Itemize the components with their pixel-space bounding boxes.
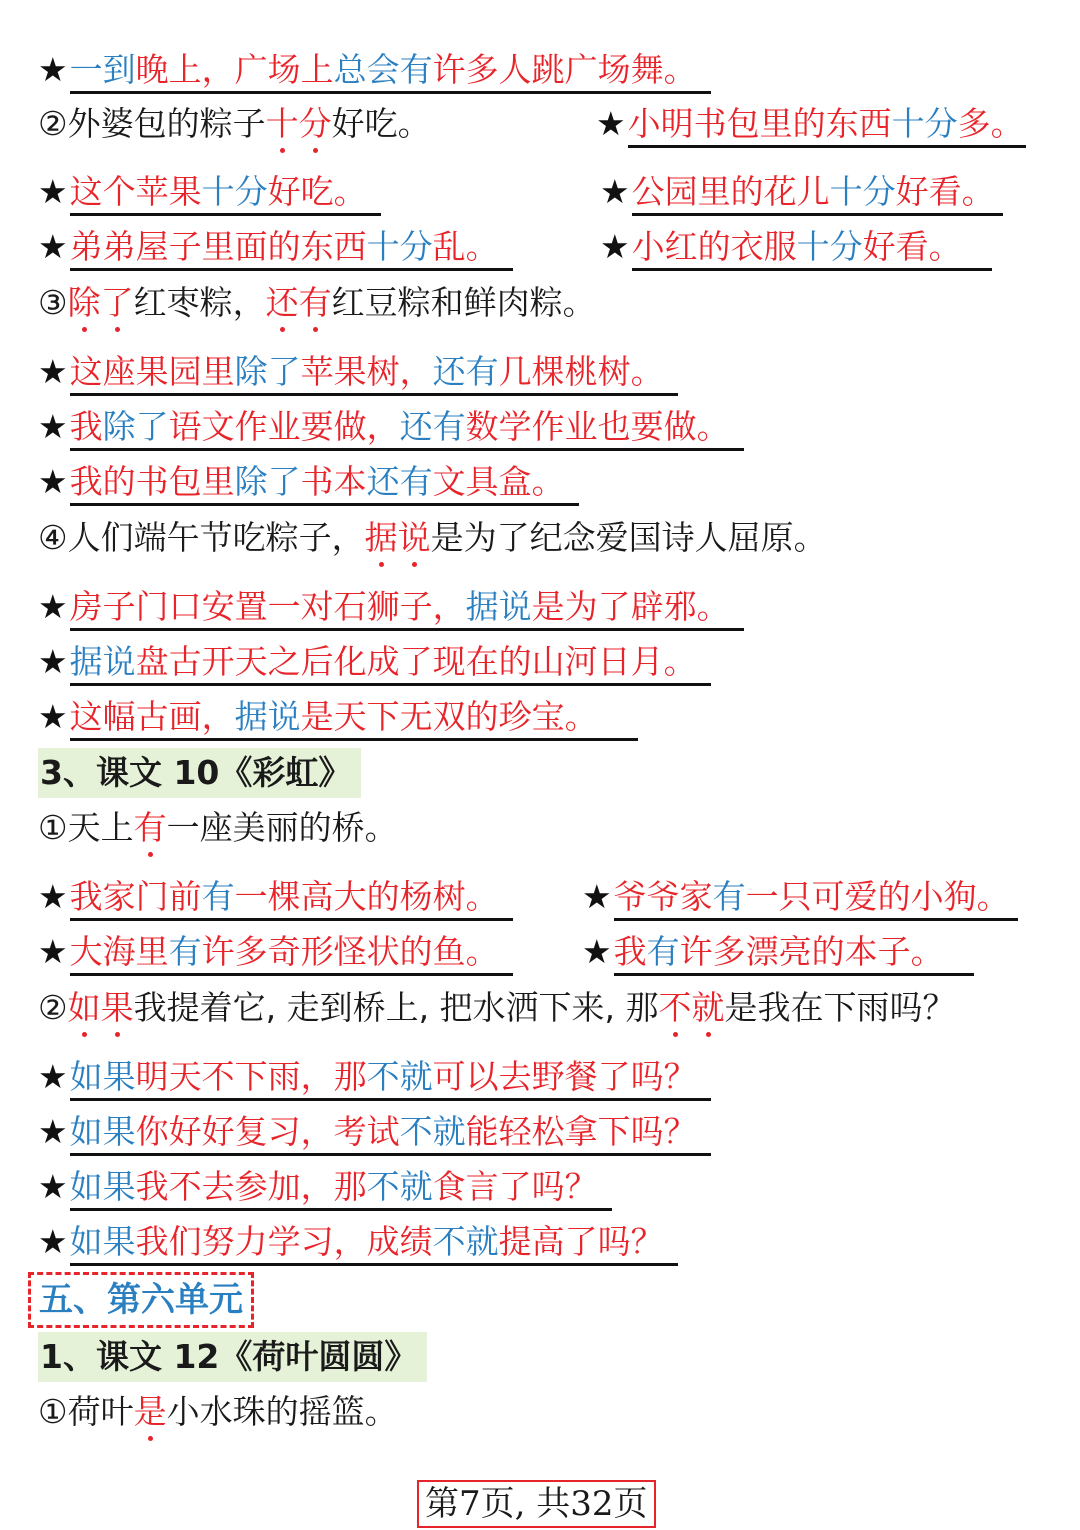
keyword: 据 <box>364 518 398 557</box>
keyword-segment: 如果 <box>69 1167 136 1206</box>
sentence-segment: 食言了吗？ <box>432 1167 598 1206</box>
sentence-segment: 你好好复习，考试 <box>135 1112 400 1151</box>
example-text <box>70 171 381 216</box>
example-text <box>632 171 1003 216</box>
example-text <box>614 876 1018 921</box>
keyword: 除 <box>67 283 101 322</box>
keyword: 是 <box>133 1392 167 1431</box>
keyword: 有 <box>133 808 167 847</box>
keyword: 有 <box>298 283 332 322</box>
star-icon: ★ <box>38 1167 68 1206</box>
key-sentence-1 <box>38 1390 398 1434</box>
star-icon: ★ <box>38 877 68 916</box>
example-sentence <box>600 225 992 271</box>
star-icon: ★ <box>596 104 626 143</box>
star-icon: ★ <box>582 877 612 916</box>
star-icon: ★ <box>38 407 68 446</box>
star-icon: ★ <box>600 172 630 211</box>
example-sentence <box>582 875 1018 921</box>
keyword-segment: 总会有 <box>333 50 433 89</box>
keyword-segment: 不就 <box>399 1112 466 1151</box>
keyword-segment: 不就 <box>432 1222 499 1261</box>
example-sentence <box>582 930 974 976</box>
example-sentence <box>38 875 513 921</box>
sentence-segment: 是天下无双的珍宝。 <box>300 697 598 736</box>
sentence-segment: 公园里的花儿 <box>631 172 830 211</box>
example-sentence <box>38 585 744 631</box>
keyword-segment: 还有 <box>399 407 466 446</box>
star-icon: ★ <box>38 227 68 266</box>
sentence-segment: 我 <box>613 932 647 971</box>
sentence-segment: 我 <box>69 407 103 446</box>
sentence-segment: 数学作业也要做。 <box>465 407 730 446</box>
keyword: 分 <box>298 104 332 143</box>
sentence-segment: 好看。 <box>895 172 995 211</box>
keyword-segment: 据说 <box>69 642 136 681</box>
sentence-segment: 文具盒。 <box>432 462 565 501</box>
sentence-segment: 这座果园里 <box>69 352 235 391</box>
sentence-segment: 可以去野餐了吗？ <box>432 1057 697 1096</box>
sentence-segment: 乱。 <box>432 227 499 266</box>
sentence-segment: 我们努力学习，成绩 <box>135 1222 433 1261</box>
example-text <box>70 226 513 271</box>
key-sentence-2 <box>38 102 431 146</box>
example-sentence <box>38 170 381 216</box>
keyword: 说 <box>397 518 431 557</box>
key-sentence-2 <box>38 986 956 1030</box>
example-sentence <box>38 695 638 741</box>
lesson-heading: 3、课文 10《彩虹》 <box>38 748 361 798</box>
sentence-segment: 能轻松拿下吗？ <box>465 1112 697 1151</box>
example-sentence <box>38 225 513 271</box>
sentence-segment: 弟弟屋子里面的东西 <box>69 227 367 266</box>
example-text <box>70 1166 612 1211</box>
sentence-text: 红豆粽和鲜肉粽。 <box>331 283 596 322</box>
star-icon: ★ <box>38 1057 68 1096</box>
keyword-segment: 不就 <box>366 1167 433 1206</box>
example-text <box>70 876 513 921</box>
keyword-segment: 十分 <box>829 172 896 211</box>
sentence-text: ④人们端午节吃粽子， <box>38 518 365 557</box>
key-sentence-1 <box>38 806 398 850</box>
keyword-segment: 除了 <box>102 407 169 446</box>
sentence-text: ①天上 <box>38 808 134 847</box>
sentence-segment: 小红的衣服 <box>631 227 797 266</box>
star-icon: ★ <box>38 932 68 971</box>
sentence-segment: 书本 <box>300 462 367 501</box>
keyword-segment: 十分 <box>891 104 958 143</box>
example-text <box>614 931 974 976</box>
keyword-segment: 有 <box>201 877 235 916</box>
keyword-segment: 如果 <box>69 1057 136 1096</box>
star-icon: ★ <box>38 50 68 89</box>
sentence-text: ② <box>38 988 68 1027</box>
example-sentence <box>38 930 513 976</box>
example-text <box>70 586 744 631</box>
sentence-segment: 一棵高大的杨树。 <box>234 877 499 916</box>
lesson-heading: 1、课文 12《荷叶圆圆》 <box>38 1332 427 1382</box>
sentence-segment: 盘古开天之后化成了现在的山河日月。 <box>135 642 697 681</box>
star-icon: ★ <box>38 172 68 211</box>
sentence-text: 我提着它, 走到桥上, 把水洒下来, 那 <box>133 988 659 1027</box>
sentence-segment: 好看。 <box>862 227 962 266</box>
keyword-segment: 除了 <box>234 352 301 391</box>
keyword-segment: 如果 <box>69 1222 136 1261</box>
example-text <box>628 103 1026 148</box>
keyword-segment: 十分 <box>366 227 433 266</box>
sentence-segment: 晚上，广场上 <box>135 50 334 89</box>
sentence-segment: 几棵桃树。 <box>498 352 664 391</box>
sentence-text: 小水珠的摇篮。 <box>166 1392 398 1431</box>
sentence-text: ①荷叶 <box>38 1392 134 1431</box>
keyword-segment: 有 <box>168 932 202 971</box>
sentence-segment: 我的书包里 <box>69 462 235 501</box>
sentence-segment: 是为了辟邪。 <box>531 587 730 626</box>
example-sentence <box>596 102 1026 148</box>
star-icon: ★ <box>38 642 68 681</box>
example-sentence <box>38 1165 612 1211</box>
sentence-segment: 我家门前 <box>69 877 202 916</box>
sentence-segment: 多。 <box>957 104 1024 143</box>
sentence-text: 是我在下雨吗？ <box>724 988 956 1027</box>
example-sentence <box>38 640 711 686</box>
example-sentence <box>38 1055 711 1101</box>
star-icon: ★ <box>38 1112 68 1151</box>
keyword-segment: 有 <box>646 932 680 971</box>
example-sentence <box>38 350 678 396</box>
example-text <box>70 1111 711 1156</box>
example-sentence <box>38 1220 678 1266</box>
keyword: 不 <box>658 988 692 1027</box>
sentence-text: 好吃。 <box>331 104 431 143</box>
example-sentence <box>38 405 744 451</box>
keyword: 还 <box>265 283 299 322</box>
star-icon: ★ <box>38 697 68 736</box>
keyword: 果 <box>100 988 134 1027</box>
example-sentence <box>38 48 711 94</box>
sentence-segment: 许多漂亮的本子。 <box>679 932 944 971</box>
sentence-segment: 这幅古画， <box>69 697 235 736</box>
example-text <box>70 1221 678 1266</box>
star-icon: ★ <box>600 227 630 266</box>
star-icon: ★ <box>38 462 68 501</box>
sentence-segment: 房子门口安置一对石狮子， <box>69 587 466 626</box>
keyword-segment: 还有 <box>432 352 499 391</box>
sentence-segment: 小明书包里的东西 <box>627 104 892 143</box>
keyword-segment: 不就 <box>366 1057 433 1096</box>
example-text <box>70 1056 711 1101</box>
example-sentence <box>38 460 579 506</box>
sentence-segment: 许多奇形怪状的鱼。 <box>201 932 499 971</box>
keyword-segment: 除了 <box>234 462 301 501</box>
sentence-text: ②外婆包的粽子 <box>38 104 266 143</box>
key-sentence-4 <box>38 516 827 560</box>
keyword-segment: 有 <box>712 877 746 916</box>
example-text <box>70 641 711 686</box>
sentence-segment: 好吃。 <box>267 172 367 211</box>
keyword-segment: 一到 <box>69 50 136 89</box>
sentence-segment: 大海里 <box>69 932 169 971</box>
sentence-text: 一座美丽的桥。 <box>166 808 398 847</box>
sentence-segment: 明天不下雨，那 <box>135 1057 367 1096</box>
example-text <box>70 351 678 396</box>
example-sentence <box>38 1110 711 1156</box>
keyword: 十 <box>265 104 299 143</box>
key-sentence-3 <box>38 281 596 325</box>
star-icon: ★ <box>38 1222 68 1261</box>
star-icon: ★ <box>38 587 68 626</box>
keyword: 了 <box>100 283 134 322</box>
sentence-text: ③ <box>38 283 68 322</box>
keyword-segment: 十分 <box>201 172 268 211</box>
keyword-segment: 十分 <box>796 227 863 266</box>
example-text <box>70 696 638 741</box>
sentence-segment: 一只可爱的小狗。 <box>745 877 1010 916</box>
page-number: 第7页, 共32页 <box>417 1480 656 1528</box>
keyword-segment: 如果 <box>69 1112 136 1151</box>
example-text <box>70 406 744 451</box>
example-sentence <box>600 170 1003 216</box>
keyword-segment: 还有 <box>366 462 433 501</box>
example-text <box>632 226 992 271</box>
sentence-segment: 我不去参加，那 <box>135 1167 367 1206</box>
sentence-segment: 提高了吗？ <box>498 1222 664 1261</box>
keyword-segment: 据说 <box>234 697 301 736</box>
sentence-text: 是为了纪念爱国诗人屈原。 <box>430 518 827 557</box>
keyword: 就 <box>691 988 725 1027</box>
sentence-segment: 语文作业要做， <box>168 407 400 446</box>
sentence-segment: 这个苹果 <box>69 172 202 211</box>
sentence-segment: 许多人跳广场舞。 <box>432 50 697 89</box>
example-text <box>70 931 513 976</box>
sentence-text: 红枣粽， <box>133 283 266 322</box>
star-icon: ★ <box>38 352 68 391</box>
example-text <box>70 461 579 506</box>
example-text <box>70 49 711 94</box>
keyword: 如 <box>67 988 101 1027</box>
keyword-segment: 据说 <box>465 587 532 626</box>
star-icon: ★ <box>582 932 612 971</box>
sentence-segment: 爷爷家 <box>613 877 713 916</box>
sentence-segment: 苹果树， <box>300 352 433 391</box>
unit-heading: 五、第六单元 <box>28 1272 254 1328</box>
